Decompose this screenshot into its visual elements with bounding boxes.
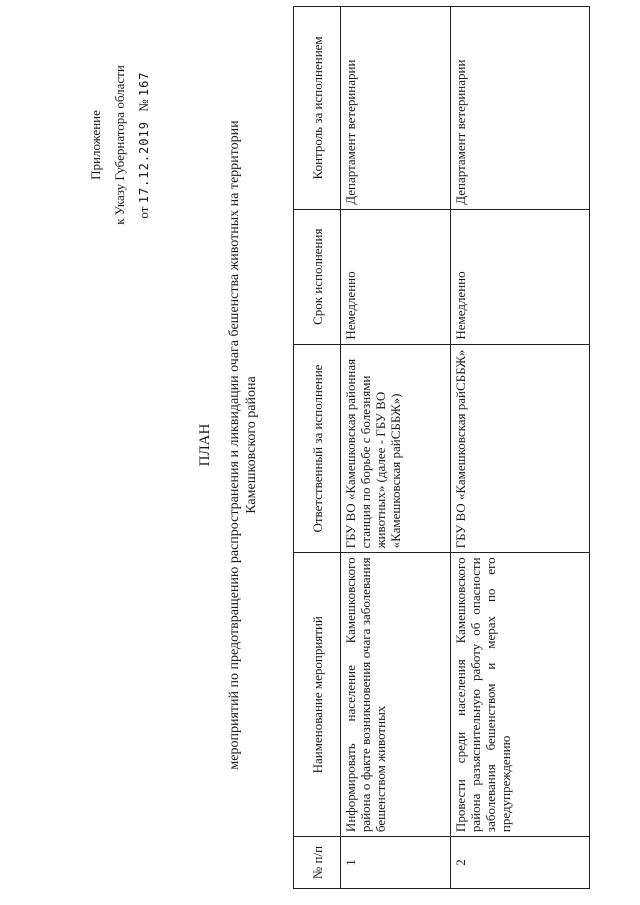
header-deadline: Срок исполнения xyxy=(294,209,341,344)
table-header-row xyxy=(294,7,341,889)
row-task: Информировать население Камешковского района о факте возникновения очага заболевания бешенством животных xyxy=(341,553,451,837)
title-line-2: Камешковского района xyxy=(244,376,259,514)
number-prefix: № xyxy=(136,99,151,112)
row-deadline: Немедленно xyxy=(451,209,590,344)
title-line-1: мероприятий по предотвращению распространения и ликвидации очага бешенства животных на территории xyxy=(227,120,242,770)
row-responsible: ГБУ ВО «Камешковская районная станция по борьбе с болезнями животных» (далее - ГБУ ВО «Камешковская райСББЖ») xyxy=(341,344,451,553)
row-task: Провести среди населения Камешковского района разъяснительную работу об опасности заболевания бешенством и мерах по его предупреждению xyxy=(451,553,590,837)
appendix-decree: к Указу Губернатора области xyxy=(112,65,127,225)
row-number: 2 xyxy=(451,837,590,889)
header-number: № п/п xyxy=(294,837,341,889)
date-prefix: от xyxy=(136,206,151,219)
appendix-date-line xyxy=(132,25,156,265)
table-row xyxy=(451,7,590,889)
title-heading: ПЛАН xyxy=(197,423,213,467)
row-deadline: Немедленно xyxy=(341,209,451,344)
row-control: Департамент ветеринарии xyxy=(341,7,451,210)
decree-date: 17.12.2019 xyxy=(137,121,151,204)
plan-table xyxy=(293,6,590,889)
document-title xyxy=(197,25,260,865)
row-responsible: ГБУ ВО «Камешковская райСББЖ» xyxy=(451,344,590,553)
row-control: Департамент ветеринарии xyxy=(451,7,590,210)
decree-number: 167 xyxy=(137,71,151,97)
table-row xyxy=(341,7,451,889)
appendix-label: Приложение xyxy=(88,110,103,180)
header-responsible: Ответственный за исполнение xyxy=(294,344,341,553)
appendix-block xyxy=(84,25,156,265)
header-task: Наименование мероприятий xyxy=(294,553,341,837)
header-control: Контроль за исполнением xyxy=(294,7,341,210)
row-number: 1 xyxy=(341,837,451,889)
